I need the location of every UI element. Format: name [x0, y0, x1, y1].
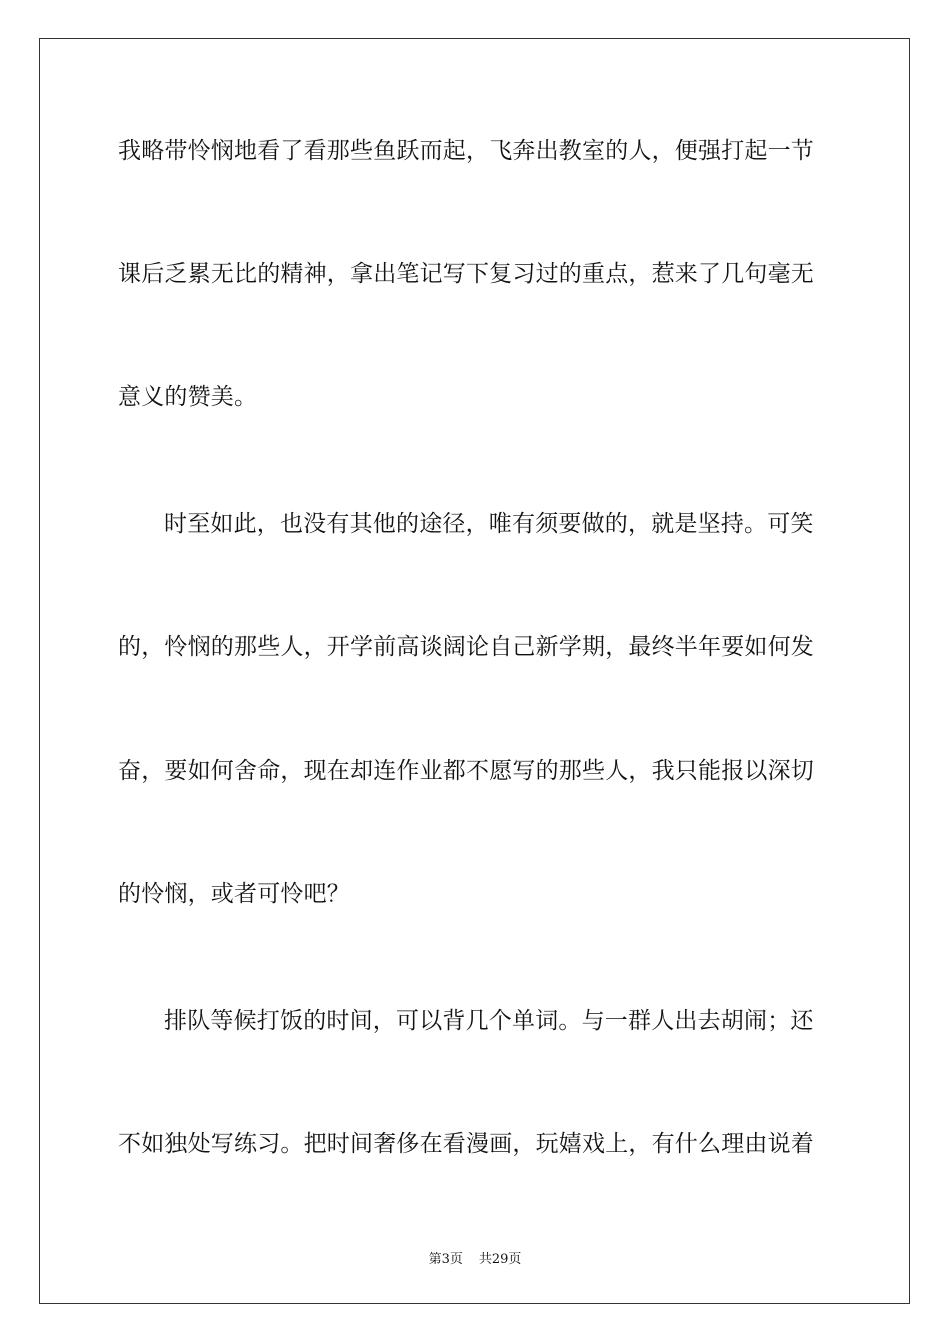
paragraph-3-line-1: 排队等候打饭的时间，可以背几个单词。与一群人出去胡闹；还	[164, 1008, 814, 1034]
paragraph-2-line-4: 的怜悯，或者可怜吧？	[118, 881, 350, 907]
paragraph-1-line-1: 我略带怜悯地看了看那些鱼跃而起，飞奔出教室的人，便强打起一节	[118, 138, 814, 164]
paragraph-3-line-2: 不如独处写练习。把时间奢侈在看漫画，玩嬉戏上，有什么理由说着	[118, 1131, 814, 1157]
page-footer	[0, 1248, 950, 1267]
paragraph-1-line-3: 意义的赞美。	[118, 384, 258, 410]
paragraph-2-line-1: 时至如此，也没有其他的途径，唯有须要做的，就是坚持。可笑	[164, 511, 814, 537]
total-pages: 共29页	[478, 1252, 522, 1267]
page-number: 第3页	[428, 1252, 463, 1267]
paragraph-1-line-2: 课后乏累无比的精神，拿出笔记写下复习过的重点，惹来了几句毫无	[118, 261, 814, 287]
page-border	[39, 38, 910, 1304]
paragraph-2-line-3: 奋，要如何舍命，现在却连作业都不愿写的那些人，我只能报以深切	[118, 758, 814, 784]
paragraph-2-line-2: 的，怜悯的那些人，开学前高谈阔论自己新学期，最终半年要如何发	[118, 634, 814, 660]
